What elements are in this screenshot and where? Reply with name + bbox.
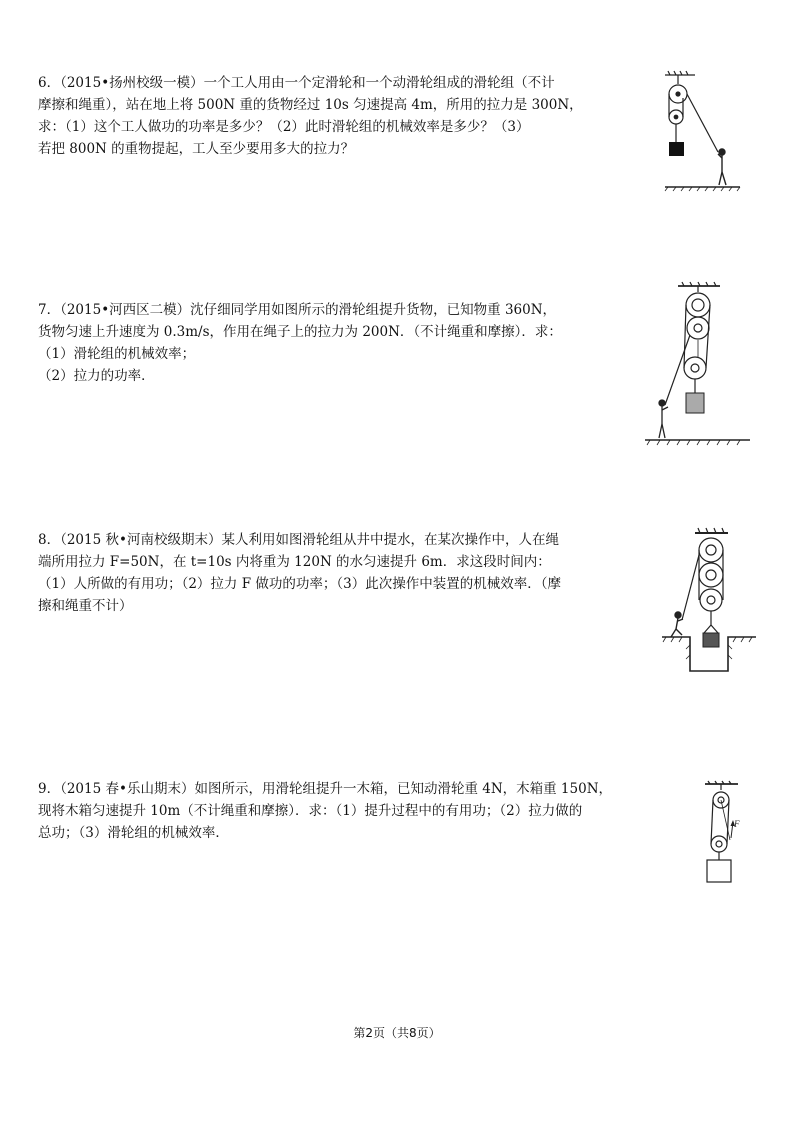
question-line: 货物匀速上升速度为 0.3m/s，作用在绳子上的拉力为 200N．（不计绳重和摩擦）．求： (38, 324, 562, 340)
force-label: F (734, 819, 740, 829)
question-line: 8．（2015 秋•河南校级期末）某人利用如图滑轮组从井中提水，在某次操作中，人在绳 (38, 532, 559, 548)
question-9 (38, 778, 662, 844)
question-line: 6．（2015•扬州校级一模）一个工人用由一个定滑轮和一个动滑轮组成的滑轮组（不计 (38, 75, 555, 91)
question-line: 总功；（3）滑轮组的机械效率． (38, 825, 229, 841)
question-8 (38, 529, 662, 617)
pulley-figure-q8 (660, 525, 760, 675)
question-line: （2）拉力的功率． (38, 368, 155, 384)
page-footer: 第2页（共8页） (353, 1026, 441, 1040)
question-line: 擦和绳重不计） (38, 598, 133, 614)
question-line: 若把 800N 的重物提起，工人至少要用多大的拉力？ (38, 141, 355, 157)
question-line: 摩擦和绳重），站在地上将 500N 重的货物经过 10s 匀速提高 4m，所用的拉力是 300N， (38, 97, 583, 113)
question-line: 9．（2015 春•乐山期末）如图所示，用滑轮组提升一木箱，已知动滑轮重 4N，木箱重 150N， (38, 781, 613, 797)
question-6 (38, 72, 662, 160)
question-7 (38, 299, 662, 387)
question-line: （1）滑轮组的机械效率； (38, 346, 196, 362)
pulley-figure-q9 (700, 780, 750, 890)
question-line: （1）人所做的有用功；（2）拉力 F 做功的功率；（3）此次操作中装置的机械效率．（摩 (38, 576, 561, 592)
pulley-figure-q6 (660, 70, 750, 195)
question-line: 求：（1）这个工人做功的功率是多少？（2）此时滑轮组的机械效率是多少？（3） (38, 119, 530, 135)
question-line: 端所用拉力 F=50N，在 t=10s 内将重为 120N 的水匀速提升 6m．求这段时间内： (38, 554, 551, 570)
question-line: 现将木箱匀速提升 10m（不计绳重和摩擦）．求：（1）提升过程中的有用功；（2）拉力做的 (38, 803, 583, 819)
pulley-figure-q7 (640, 280, 755, 455)
question-line: 7．（2015•河西区二模）沈仔细同学用如图所示的滑轮组提升货物，已知物重 360N， (38, 302, 557, 318)
